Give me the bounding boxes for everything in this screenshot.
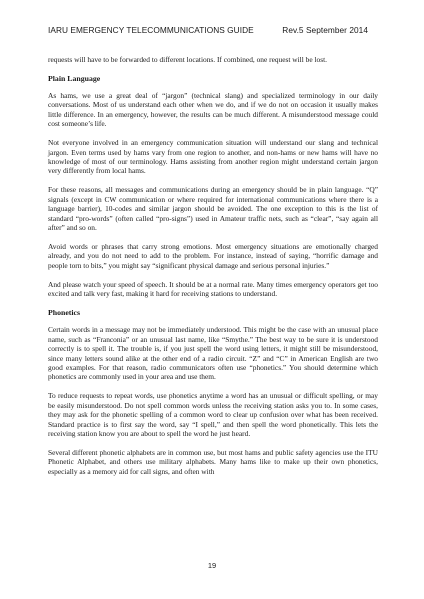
- heading-plain-language: Plain Language: [48, 74, 101, 83]
- page-header: [48, 25, 368, 37]
- page-content: [48, 55, 378, 486]
- paragraph-phonetic-alphabets: Several different phonetic alphabets are in common use, but most hams and public safety agencies use the ITU Phonetic Alphabet, and others use military alphabets. Many hams like to make up their own phonetics, especially as a memory aid for call signs, and often with: [48, 447, 378, 476]
- paragraph-continued: requests will have to be forwarded to different locations. If combined, one request will be lost.: [48, 55, 327, 64]
- page-number: 19: [207, 561, 217, 570]
- paragraph-avoid-emotion: Avoid words or phrases that carry strong emotions. Most emergency situations are emotionally charged already, and you do not need to add to the problem. For instance, instead of saying, “horrific damage and people torn to bits,” you might say “significant physical damage and serious personal injuries.”: [48, 242, 378, 270]
- header-revision: Rev.5 September 2014: [282, 25, 368, 35]
- heading-phonetics: Phonetics: [48, 308, 81, 318]
- paragraph-phonetics-usage: To reduce requests to repeat words, use phonetics anytime a word has an unusual or difficult spelling, or may be easily misunderstood. Do not spell common words unless the receiving station asks you to. In some cases, they may ask for the phonetic spelling of a common word to clear up confusion over what has been received. Standard practice is to first say the word, say “I spell,” and then spell the word phonetically. This lets the receiving station know you are about to spell the word he just heard.: [48, 391, 378, 438]
- paragraph-phonetics-intro: Certain words in a message may not be immediately understood. This might be the case with an unusual place name, such as “Franconia” or an unusual last name, like “Smythe.” The best way to be sure it is understood correctly is to spell it. The trouble is, if you just spell the word using letters, it might still be misunderstood, since many letters sound alike at the other end of a radio circuit. “Z” and “C” in American English are two good examples. For that reason, radio communicators often use “phonetics.” You should determine which phonetics are commonly used in your area and use them.: [48, 325, 378, 382]
- paragraph-speech-speed: And please watch your speed of speech. It should be at a normal rate. Many times emergency operators get too excited and talk very fast, making it hard for receiving stations to understand.: [48, 279, 378, 299]
- paragraph-plain-language-rules: For these reasons, all messages and communications during an emergency should be in plain language. “Q” signals (except in CW communication or where required for international communications where there is a language barrier), 10-codes and similar jargon should be avoided. The one exception to this is the list of standard “pro-words” (often called “pro-signs”) used in Amateur traffic nets, such as “clear”, “say again all after” and so on.: [48, 185, 378, 233]
- paragraph-jargon-intro: As hams, we use a great deal of “jargon” (technical slang) and specialized terminology in our daily conversations. Most of us understand each other when we do, and if we do not on occasion it usually makes little difference. In an emergency, however, the results can be much different. A misunderstood message could cost someone’s life.: [48, 91, 378, 129]
- header-title: IARU EMERGENCY TELECOMMUNICATIONS GUIDE: [48, 25, 254, 35]
- paragraph-jargon-understanding: Not everyone involved in an emergency communication situation will understand our slang and technical jargon. Even terms used by hams vary from one region to another, and non-hams or new hams will have no knowledge of most of our terminology. Hams assisting from another region might understand certain jargon very differently from local hams.: [48, 138, 378, 176]
